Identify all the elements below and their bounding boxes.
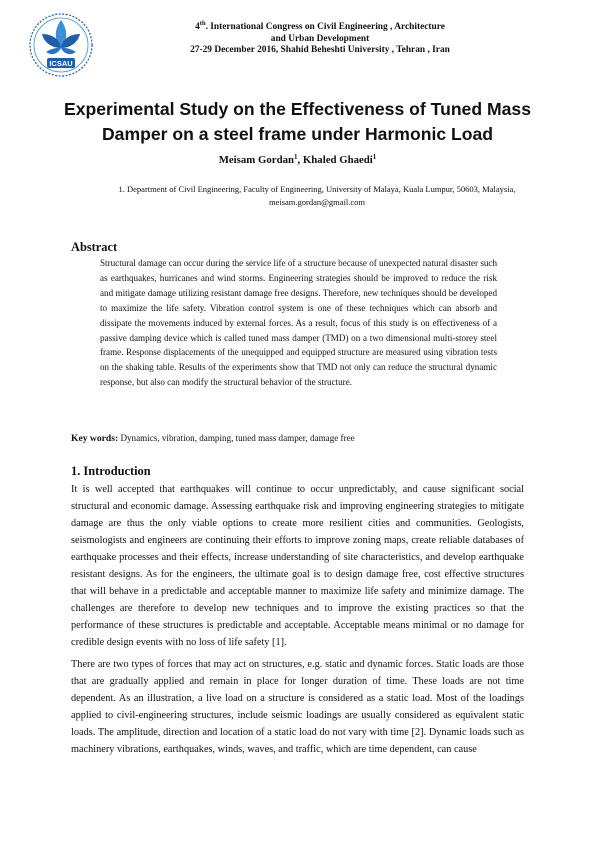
- conference-line-1: 4th. International Congress on Civil Engineering , Architecture: [195, 20, 445, 32]
- keywords-text: Dynamics, vibration, damping, tuned mass damper, damage free: [118, 433, 355, 443]
- author-name: Khaled Ghaedi: [302, 154, 373, 166]
- author-list: Meisam Gordan$^1$, Khaled Ghaedi$^1$: [218, 153, 377, 166]
- body-paragraph: There are two types of forces that may act on structures, e.g. static and dynamic forces. Static loads are those that are gradually applied and remain in place for longer duration of time. These loads are not time dependent. As an illustration, a live load on a structure is considered as a static load. Most of the loadings applied to civil-engineering structures, include seismic loadings are usually considered as equivalent static loads. The amplitude, direction and location of a static load do not vary with time [2]. Dynamic loads such as machinery vibrations, earthquakes, winds, waves, and traffic, which are time dependent, can cause: [71, 659, 524, 755]
- affiliation: 1. Department of Civil Engineering, Faculty of Engineering, University of Malaya, Kuala Lumpur, 50603, Malaysia, meisam.gordan@gmail.com: [118, 184, 516, 208]
- conference-line-3: 27-29 December 2016, Shahid Beheshti University , Tehran , Iran: [190, 45, 450, 56]
- conference-header: [120, 22, 520, 57]
- keywords: [71, 433, 355, 444]
- conference-logo: [28, 12, 94, 78]
- abstract-heading: Abstract: [71, 240, 118, 254]
- keywords-label: Key words:: [71, 433, 119, 444]
- author-name: Meisam Gordan: [218, 154, 294, 166]
- body-paragraph: It is well accepted that earthquakes will continue to occur unpredictably, and cause significant social structural and economic damage. Assessing earthquake risk and improving engineering strategies to mitigate damage are thus the only viable options to create more resilient cities and communities. Geologists, seismologists and engineers are continuing their efforts to improve zoning maps, create reliable databases of earthquake processes and their effects, increase understanding of site characteristics, and develop earthquake resistant designs. As for the engineers, the ultimate goal is to design damage free, cost effective structures that will behave in a predictable and acceptable manner to maximize life safety and minimize damage. The challenges are therefore to develop new techniques and to improve the existing practices so that the performance of these structures is predictable and acceptable. Acceptable means minimal or no damage for credible design events with no loss of life safety [1].: [71, 484, 524, 648]
- abstract-text: Structural damage can occur during the service life of a structure because of unexpected natural disaster such as earthquakes, hurricanes and wind storms. Engineering strategies should be improved to reduce the risk and mitigate damage utilizing resistant damage free designs. Therefore, new techniques should be developed to maximize the life safety. Vibration control system is one of these techniques which can absorb and dissipate the movements induced by external forces. As a result, focus of this study is on effectiveness of a passive damping device which is called tuned mass damper (TMD) on a two dimensional multi-storey steel frame. Response displacements of the unequipped and equipped structure are measured using vibration tests on the shaking table. Results of the experiments show that TMD not only can reduce the structural dynamic response, but also can modify the structural behavior of the structure.: [100, 258, 497, 388]
- svg-text:ICSAU: ICSAU: [49, 59, 73, 68]
- lotus-emblem-icon: [28, 12, 94, 78]
- affiliation-mark: 1: [293, 153, 298, 161]
- section-heading: 1. Introduction: [71, 464, 151, 478]
- paper-title: Experimental Study on the Effectiveness of Tuned Mass Damper on a steel frame under Harmonic Load: [64, 99, 531, 144]
- conference-line-2: and Urban Development: [270, 33, 370, 44]
- affiliation-mark: 1: [372, 153, 377, 161]
